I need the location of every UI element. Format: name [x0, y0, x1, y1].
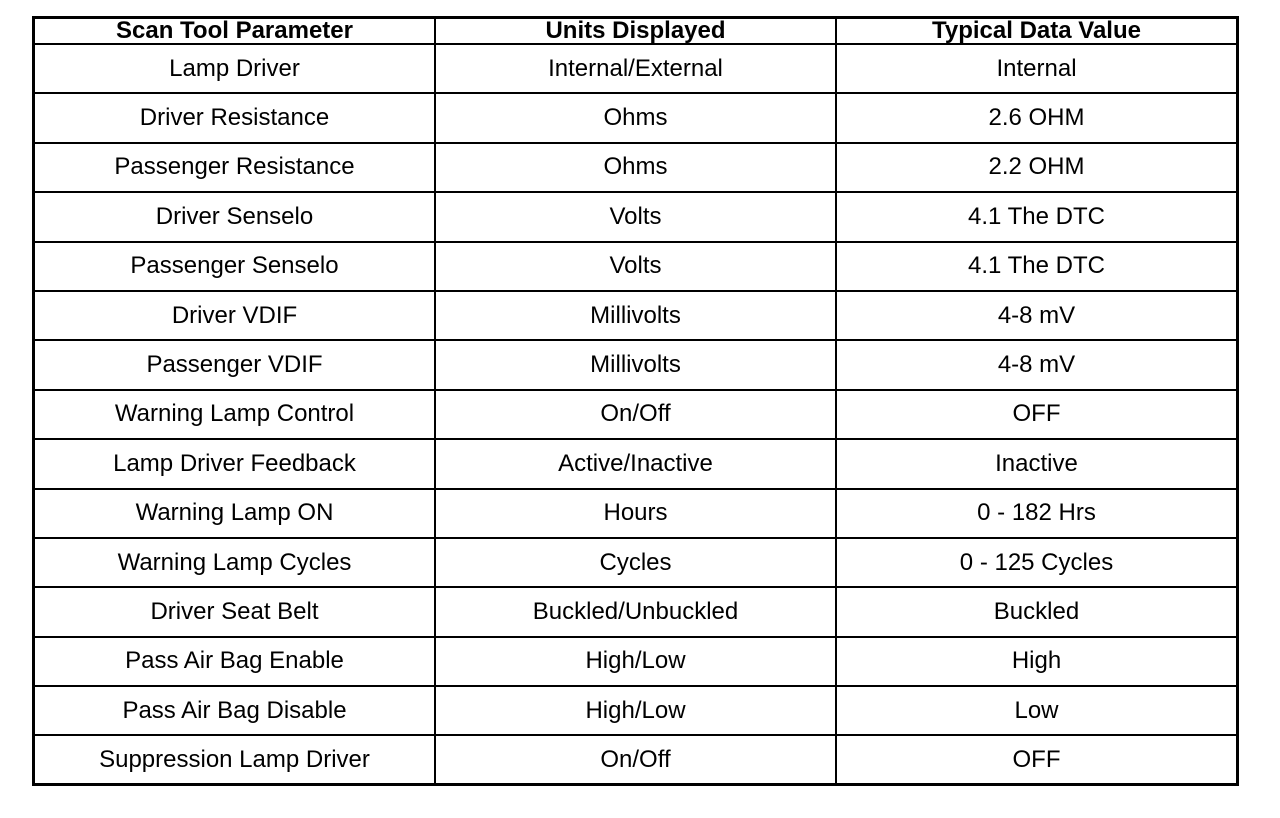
cell-typical-value: OFF — [836, 735, 1236, 783]
cell-parameter: Warning Lamp Control — [35, 390, 435, 439]
cell-parameter: Lamp Driver — [35, 44, 435, 93]
cell-units: Buckled/Unbuckled — [435, 587, 836, 636]
cell-units: Internal/External — [435, 44, 836, 93]
table-row — [35, 44, 1236, 93]
cell-typical-value: Internal — [836, 44, 1236, 93]
cell-typical-value: 4.1 The DTC — [836, 192, 1236, 241]
cell-units: High/Low — [435, 686, 836, 735]
cell-units: Cycles — [435, 538, 836, 587]
scan-tool-data-table — [32, 16, 1239, 786]
data-table — [35, 19, 1236, 783]
cell-typical-value: 4-8 mV — [836, 340, 1236, 389]
header-scan-tool-parameter: Scan Tool Parameter — [35, 19, 435, 44]
table-row — [35, 143, 1236, 192]
cell-units: Hours — [435, 489, 836, 538]
cell-typical-value: Low — [836, 686, 1236, 735]
table-row — [35, 686, 1236, 735]
table-row — [35, 538, 1236, 587]
cell-typical-value: 4-8 mV — [836, 291, 1236, 340]
table-body — [35, 44, 1236, 783]
cell-typical-value: Inactive — [836, 439, 1236, 488]
table-row — [35, 93, 1236, 142]
cell-typical-value: 4.1 The DTC — [836, 242, 1236, 291]
cell-units: On/Off — [435, 390, 836, 439]
cell-typical-value: 2.6 OHM — [836, 93, 1236, 142]
cell-units: Ohms — [435, 93, 836, 142]
table-row — [35, 587, 1236, 636]
cell-parameter: Passenger VDIF — [35, 340, 435, 389]
cell-parameter: Driver Seat Belt — [35, 587, 435, 636]
table-row — [35, 735, 1236, 783]
cell-parameter: Warning Lamp Cycles — [35, 538, 435, 587]
header-typical-data-value: Typical Data Value — [836, 19, 1236, 44]
cell-units: Millivolts — [435, 291, 836, 340]
cell-units: Ohms — [435, 143, 836, 192]
cell-units: On/Off — [435, 735, 836, 783]
cell-typical-value: High — [836, 637, 1236, 686]
cell-parameter: Suppression Lamp Driver — [35, 735, 435, 783]
cell-parameter: Driver Senselo — [35, 192, 435, 241]
table-row — [35, 291, 1236, 340]
table-row — [35, 242, 1236, 291]
table-row — [35, 489, 1236, 538]
cell-parameter: Driver Resistance — [35, 93, 435, 142]
table-row — [35, 340, 1236, 389]
table-row — [35, 192, 1236, 241]
cell-units: Active/Inactive — [435, 439, 836, 488]
cell-units: Volts — [435, 242, 836, 291]
table-header-row — [35, 19, 1236, 44]
cell-typical-value: 0 - 125 Cycles — [836, 538, 1236, 587]
cell-parameter: Passenger Resistance — [35, 143, 435, 192]
cell-typical-value: OFF — [836, 390, 1236, 439]
cell-parameter: Passenger Senselo — [35, 242, 435, 291]
cell-parameter: Lamp Driver Feedback — [35, 439, 435, 488]
table-row — [35, 439, 1236, 488]
cell-units: Volts — [435, 192, 836, 241]
cell-parameter: Pass Air Bag Disable — [35, 686, 435, 735]
cell-units: High/Low — [435, 637, 836, 686]
cell-parameter: Driver VDIF — [35, 291, 435, 340]
table-row — [35, 637, 1236, 686]
cell-parameter: Pass Air Bag Enable — [35, 637, 435, 686]
table-row — [35, 390, 1236, 439]
cell-parameter: Warning Lamp ON — [35, 489, 435, 538]
cell-typical-value: 2.2 OHM — [836, 143, 1236, 192]
cell-typical-value: Buckled — [836, 587, 1236, 636]
cell-typical-value: 0 - 182 Hrs — [836, 489, 1236, 538]
cell-units: Millivolts — [435, 340, 836, 389]
header-units-displayed: Units Displayed — [435, 19, 836, 44]
